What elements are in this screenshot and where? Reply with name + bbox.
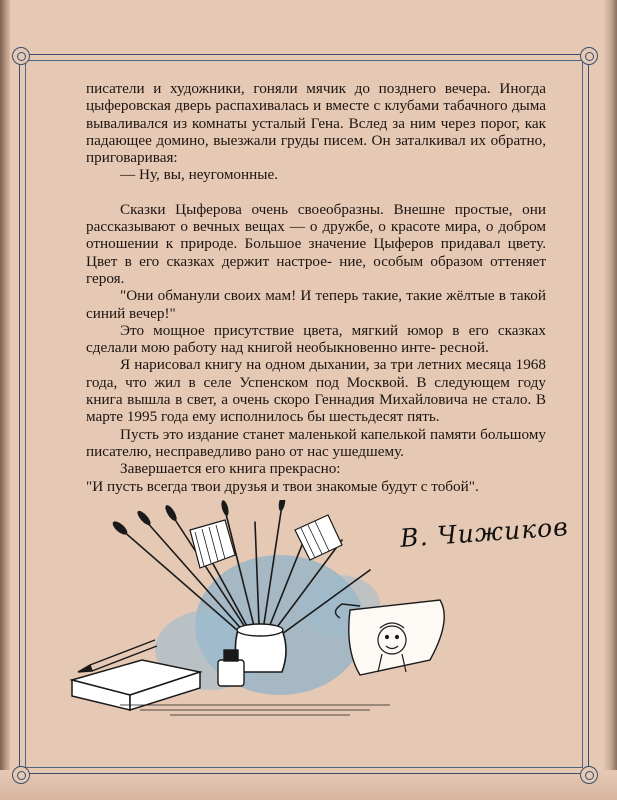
author-signature: В. Чижиков — [399, 512, 570, 553]
paragraph: Завершается его книга прекрасно: — [120, 460, 341, 478]
book-spine-edge — [0, 0, 10, 800]
paragraph: Пусть это издание станет маленькой капелькой памяти большому писателю, несправедливо рано от нас ушедшему. — [86, 425, 546, 460]
quotation: "Они обманули своих мам! И теперь такие, такие жёлтые в такой синий вечер!" — [86, 287, 546, 322]
closing-quotation: "И пусть всегда твои друзья и твои знакомые будут с тобой". — [86, 477, 479, 495]
paragraph: Я нарисовал книгу на одном дыхании, за три летних месяца 1968 года, что жил в селе Успенском под Москвой. В следующем году книга вышла в свет, а очень скоро Геннадия Михайловича не стало. В марте 1995 года ему исполнилось бы шестьдесят пять. — [86, 356, 546, 426]
frame-corner-ornament — [12, 766, 30, 784]
frame-corner-ornament — [12, 47, 30, 65]
paragraph: писатели и художники, гоняли мячик до позднего вечера. Иногда цыферовская дверь распахивалась и вместе с клубами табачного дыма вываливался из комнаты усталый Гена. Вслед за ним через порог, как падающее домино, выезжали груды писем. Он заталкивал их обратно, приговаривая: — [86, 80, 546, 167]
page-bottom-edge — [0, 770, 617, 800]
brushes-illustration — [60, 500, 480, 720]
dialogue-line: — Ну, вы, неугомонные. — [120, 166, 279, 184]
frame-corner-ornament — [580, 766, 598, 784]
paragraph: Сказки Цыферова очень своеобразны. Внешне простые, они рассказывают о вечных вещах — о дружбе, о красоте мира, о добром отношении к природе. Большое значение Цыферов придавал цвету. Цвет в его сказках держит настрое- ние, особым образом оттеняет героя. — [86, 200, 546, 287]
paragraph: Это мощное присутствие цвета, мягкий юмор в его сказках сделали мою работу над книгой необыкновенно инте- ресной. — [86, 321, 546, 357]
page-right-edge — [603, 0, 617, 800]
body-text — [86, 80, 546, 495]
frame-corner-ornament — [580, 47, 598, 65]
